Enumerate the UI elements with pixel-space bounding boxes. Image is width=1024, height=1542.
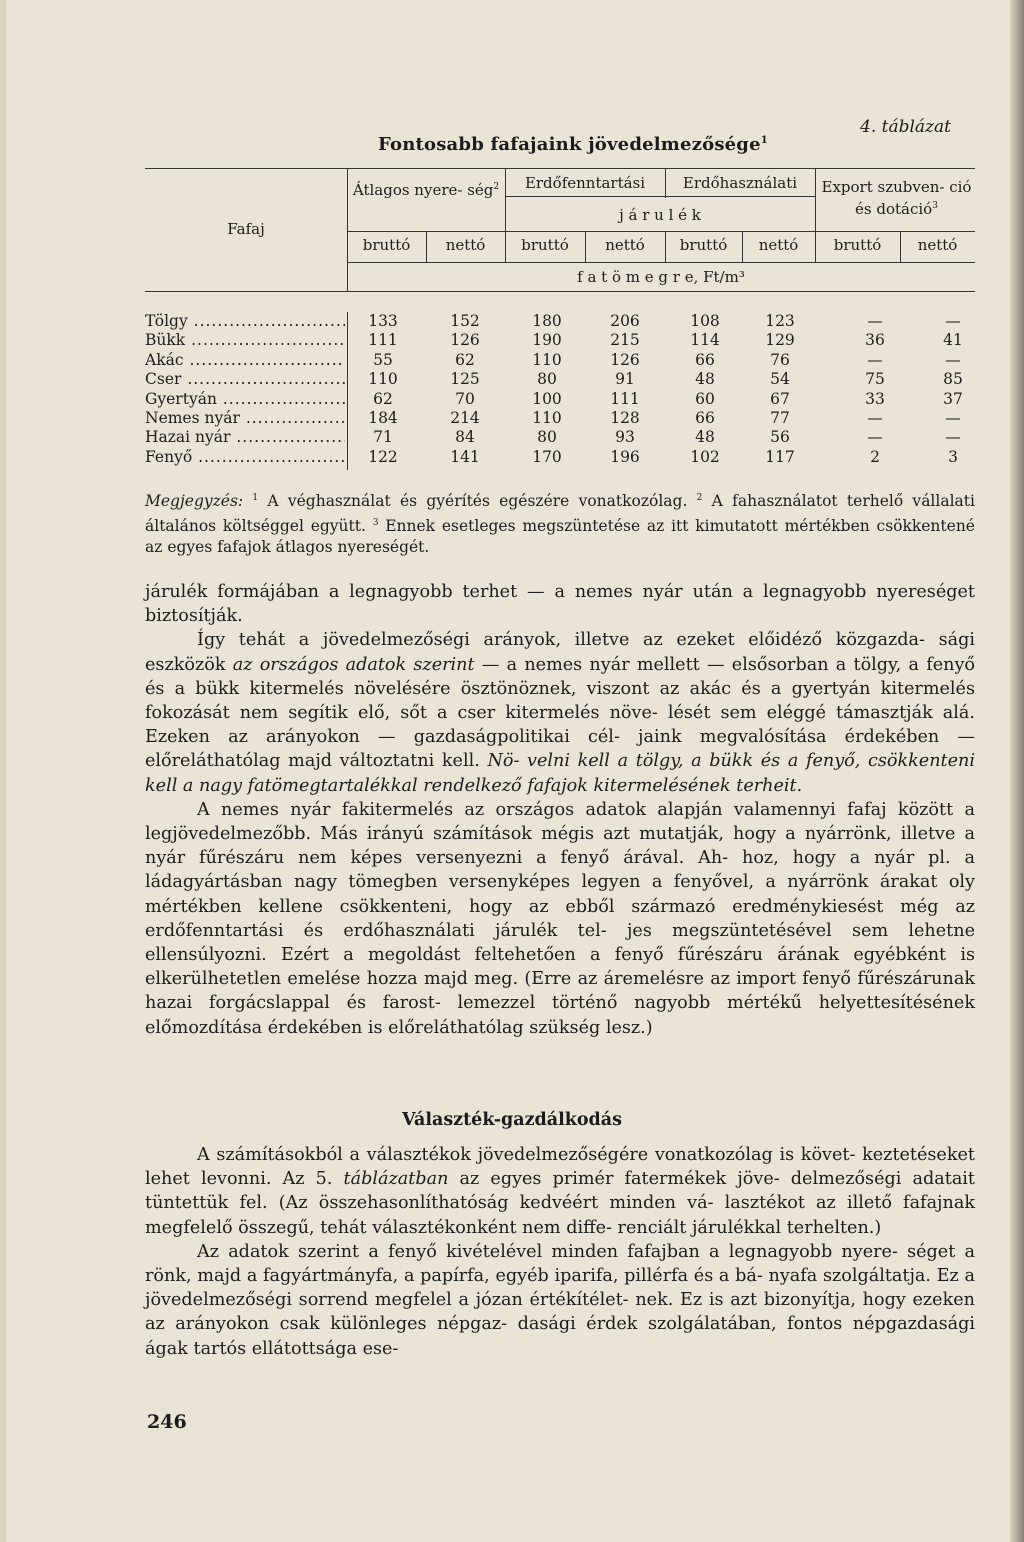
table-label: 4. táblázat xyxy=(860,117,951,137)
header-erdohasznalati: Erdőhasználati xyxy=(682,174,798,192)
header-erdofenntartasi: Erdőfenntartási xyxy=(524,174,646,192)
note-text-3: Ennek esetleges megszüntetése az itt kimutatott mértékben csökkentené az egyes fafajok átlagos nyereségét. xyxy=(145,516,975,557)
table-row xyxy=(145,448,975,467)
cell: 108 xyxy=(690,312,720,330)
row-species: Gyertyán ..... xyxy=(145,390,345,408)
row-species: Nemes nyár ..... xyxy=(145,409,345,427)
cell: — xyxy=(867,408,883,427)
cell: — xyxy=(867,312,883,330)
cell: 48 xyxy=(695,370,715,389)
table-row xyxy=(145,312,975,331)
section-text xyxy=(145,1143,975,1361)
paragraph-part: — a nemes nyár mellett — elsősorban a tölgy, a fenyő és a bükk kitermelés növelésére ösztönöznek, viszont az akác és a gyertyán kitermelés fokozását nem segítik elő, sőt a cser kitermelés növe- lését sem eléggé támasztják alá. Ezeken az arányokon — gazdaságpolitikai cél- jaink megvalósítása érdekében — előreláthatólag majd változtatni kell. xyxy=(145,654,975,772)
paragraph-emphasis: az országos adatok szerint xyxy=(232,654,475,675)
title-footnote-mark: 1 xyxy=(760,135,768,146)
cell: 80 xyxy=(537,428,557,447)
cell: 122 xyxy=(368,447,398,466)
paragraph xyxy=(145,628,975,797)
cell: 110 xyxy=(368,370,398,389)
cell: — xyxy=(867,428,883,447)
cell: 129 xyxy=(765,331,795,350)
cell: 190 xyxy=(532,331,562,350)
table-row xyxy=(145,351,975,370)
cell: 85 xyxy=(943,370,963,389)
header-brutto-1: bruttó xyxy=(362,236,411,254)
cell: 48 xyxy=(695,428,715,447)
cell: 55 xyxy=(373,350,393,369)
cell: 71 xyxy=(373,428,393,447)
cell: 111 xyxy=(610,389,640,408)
header-brutto-3: bruttó xyxy=(679,236,728,254)
cell: 76 xyxy=(770,350,790,369)
header-bottom-rule xyxy=(145,291,975,292)
table-row xyxy=(145,428,975,447)
cell: 111 xyxy=(368,331,398,350)
cell: 41 xyxy=(943,331,963,350)
cell: 77 xyxy=(770,408,790,427)
header-avg-profit xyxy=(347,178,505,200)
header-unit: f a t ö m e g r e, Ft/m³ xyxy=(577,268,745,286)
cell: — xyxy=(945,408,961,427)
cell: 62 xyxy=(373,389,393,408)
header-brutto-4: bruttó xyxy=(833,236,882,254)
cell: 80 xyxy=(537,370,557,389)
subheader-bottom-rule xyxy=(347,262,975,263)
cell: 84 xyxy=(455,428,475,447)
cell: 152 xyxy=(450,312,480,330)
cell: 196 xyxy=(610,447,640,466)
cell: 110 xyxy=(532,350,562,369)
page-edge-right xyxy=(1010,0,1024,1542)
cell: 36 xyxy=(865,331,885,350)
cell: 117 xyxy=(765,447,795,466)
header-species: Fafaj xyxy=(227,220,265,238)
table-body xyxy=(145,312,975,467)
header-netto-4: nettó xyxy=(917,236,958,254)
cell: 133 xyxy=(368,312,398,330)
cell: 110 xyxy=(532,408,562,427)
cell: 128 xyxy=(610,408,640,427)
cell: 125 xyxy=(450,370,480,389)
header-netto-2: nettó xyxy=(605,236,645,254)
cell: 66 xyxy=(695,408,715,427)
cell: 93 xyxy=(615,428,635,447)
cell: 37 xyxy=(943,389,963,408)
cell: — xyxy=(945,312,961,330)
cell: 54 xyxy=(770,370,790,389)
cell: 60 xyxy=(695,389,715,408)
header-brutto-2: bruttó xyxy=(521,236,569,254)
table-note xyxy=(145,488,975,559)
cell: 66 xyxy=(695,350,715,369)
row-species: Fenyő ..... xyxy=(145,448,345,466)
cell: 75 xyxy=(865,370,885,389)
table-title-text: Fontosabb fafajaink jövedelmezősége xyxy=(378,134,761,155)
export-footnote-mark: 3 xyxy=(932,201,938,211)
section-heading: Választék-gazdálkodás xyxy=(402,1110,622,1130)
cell: 206 xyxy=(610,312,640,330)
table-row xyxy=(145,370,975,389)
row-species: Akác ..... xyxy=(145,351,345,369)
cell: 180 xyxy=(532,312,562,330)
page-edge-left xyxy=(0,0,6,1542)
note-mark-3: 3 xyxy=(372,517,379,528)
header-export-text: Export szubven- ció és dotáció xyxy=(821,178,972,218)
header-avg-profit-text: Átlagos nyere- ség xyxy=(352,181,494,199)
header-top-rule xyxy=(145,168,975,169)
cell: 114 xyxy=(690,331,720,350)
table-row xyxy=(145,331,975,350)
cell: 2 xyxy=(870,447,880,466)
cell: 214 xyxy=(450,408,480,427)
paragraph: A nemes nyár fakitermelés az országos adatok alapján valamennyi fafaj között a legjövedelmezőbb. Más irányú számítások mégis azt mutatják, hogy a nyárrönk, illetve a nyár fűrészáru nem képes versenyezni a fenyő árával. Ah- hoz, hogy a nyár pl. a ládagyártásban nagy tömegben versenyképes legyen a fenyővel, a nyárrönk árakat oly mértékben kellene csökkenteni, hogy az ebből származó eredménykiesést még az erdőfenntartási és erdőhasználati járulék tel- jes megszüntetésével sem lehetne ellensúlyozni. Ezért a megoldást feltehetően a fenyő fűrészáru árának egyébként is elkerülhetetlen emelése hozza majd meg. (Erre az áremelésre az import fenyő fűrészárunak hazai forgácslappal és farost- lemezzel történő nagyobb mértékű helyettesítésének előmozdítása érdekében is előreláthatólag szükség lesz.) xyxy=(145,799,975,1038)
row-species: Cser ..... xyxy=(145,370,345,388)
cell: — xyxy=(867,350,883,369)
cell: 67 xyxy=(770,389,790,408)
paragraph-part: A számításokból a választékok jövedelmezőségére vonatkozólag is követ- keztetéseket lehet levonni. Az 5. xyxy=(145,1145,975,1190)
paragraph: Az adatok szerint a fenyő kivételével minden fafajban a legnagyobb nyere- séget a rönk, majd a fagyártmányfa, a papírfa, egyéb iparifa, pillérfa és a bá- nyafa szolgáltatja. Ez a jövedelmezőségi sorrend megfelel a józan értékítélet- nek. Ez is azt bizonyítja, hogy ezeken az arányokon csak különleges népgaz- dasági érdek szolgálatában, fontos népgazdasági ágak tartós ellátottsága ese- xyxy=(145,1241,975,1359)
cell: — xyxy=(945,428,961,447)
header-netto-3: nettó xyxy=(758,236,799,254)
cell: 56 xyxy=(770,428,790,447)
header-export xyxy=(818,178,975,219)
note-mark-1: 1 xyxy=(252,493,259,503)
table-title xyxy=(378,134,768,155)
paragraph-emphasis: táblázatban xyxy=(343,1169,449,1190)
cell: 62 xyxy=(455,350,475,369)
note-lead: Megjegyzés: xyxy=(145,492,244,511)
subheader-rule xyxy=(347,231,975,232)
cell: — xyxy=(945,350,961,369)
cell: 102 xyxy=(690,447,720,466)
paragraph-part: Így tehát a jövedelmezőségi arányok, illetve az ezeket előidéző közgazda- sági eszközök xyxy=(145,630,975,675)
cell: 33 xyxy=(865,389,885,408)
avg-profit-footnote-mark: 2 xyxy=(493,182,500,192)
paragraph-part: az egyes primér fatermékek jöve- delmezőségi adatait tüntettük fel. (Az összehasonlíthatóság kedvéért minden vá- lasztékot az illető fafajnak megfelelő összegű, tehát választékonként nem diffe- renciált járulékkal terhelten.) xyxy=(145,1169,976,1238)
paragraph: járulék formájában a legnagyobb terhet — a nemes nyár után a legnagyobb nyereséget biztosítják. xyxy=(145,582,975,627)
row-species: Tölgy ..... xyxy=(145,312,345,330)
note-text-2: A fahasználatot terhelő vállalati általános költséggel együtt. xyxy=(145,492,975,535)
jarulek-rule xyxy=(505,196,815,197)
cell: 123 xyxy=(765,312,795,330)
cell: 215 xyxy=(610,331,640,350)
cell: 126 xyxy=(450,331,480,350)
cell: 170 xyxy=(532,447,562,466)
note-mark-2: 2 xyxy=(696,493,703,503)
header-jarulek: j á r u l é k xyxy=(619,206,701,224)
cell: 91 xyxy=(615,370,635,389)
header-netto-1: nettó xyxy=(445,236,486,254)
cell: 126 xyxy=(610,350,640,369)
row-species: Hazai nyár ..... xyxy=(145,428,345,446)
cell: 184 xyxy=(368,408,398,427)
cell: 3 xyxy=(948,447,958,466)
body-text xyxy=(145,580,975,1040)
paragraph-emphasis: Nö- velni kell a tölgy, a bükk és a fenyő, csökkenteni kell a nagy fatömegtartalékkal rendelkező fafajok kitermelésének terheit. xyxy=(145,751,975,796)
row-species: Bükk ..... xyxy=(145,331,345,349)
cell: 70 xyxy=(455,389,475,408)
cell: 100 xyxy=(532,389,562,408)
page-number: 246 xyxy=(147,1411,187,1433)
cell: 141 xyxy=(450,447,480,466)
table-row xyxy=(145,409,975,428)
table-row xyxy=(145,390,975,409)
paragraph xyxy=(145,1143,975,1240)
note-text-1: A véghasználat és gyérítés egészére vonatkozólag. xyxy=(267,492,688,511)
